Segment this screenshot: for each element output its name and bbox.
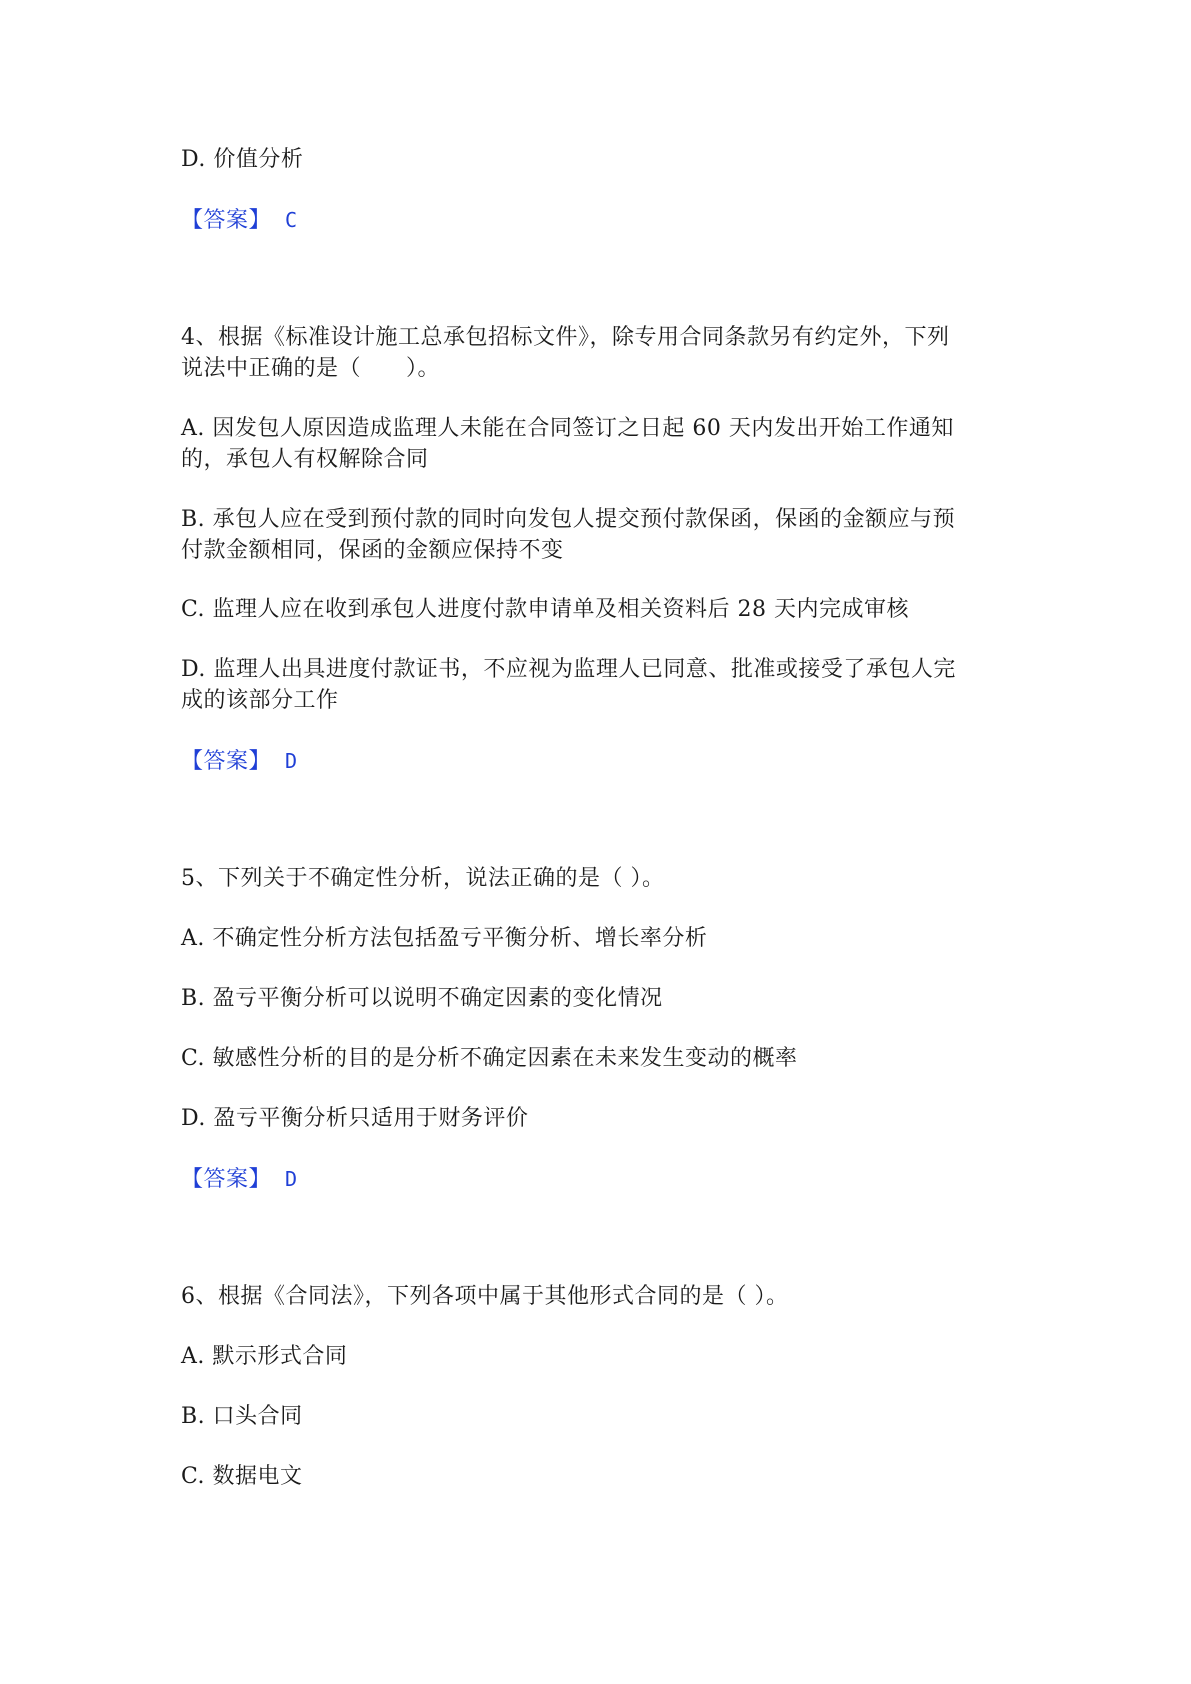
- q6-option-c: C. 数据电文: [181, 1464, 303, 1489]
- q6-option-b: B. 口头合同: [181, 1404, 303, 1429]
- q5-stem: 5、下列关于不确定性分析，说法正确的是（ ）。: [181, 866, 665, 891]
- answer-line-prev: [181, 204, 1021, 237]
- option-d-prev: D. 价值分析: [181, 147, 304, 172]
- q4-answer-line: [181, 745, 1021, 778]
- q4-option-c: C. 监理人应在收到承包人进度付款申请单及相关资料后 28 天内完成审核: [181, 597, 910, 622]
- q4-stem-line-1: 4、根据《标准设计施工总承包招标文件》，除专用合同条款另有约定外，下列: [181, 325, 950, 350]
- q4-option-b-line-2: 付款金额相同，保函的金额应保持不变: [181, 538, 564, 563]
- q4-option-d-line-2: 成的该部分工作: [181, 688, 339, 713]
- answer-label: 【答案】: [181, 749, 272, 774]
- q4-stem-line-2: 说法中正确的是（ ）。: [181, 356, 441, 381]
- q5-option-d: D. 盈亏平衡分析只适用于财务评价: [181, 1106, 529, 1131]
- q4-option-b-line-1: B. 承包人应在受到预付款的同时向发包人提交预付款保函，保函的金额应与预: [181, 507, 956, 532]
- q5-answer-line: [181, 1163, 1021, 1196]
- q5-option-b: B. 盈亏平衡分析可以说明不确定因素的变化情况: [181, 986, 663, 1011]
- q4-option-a-line-2: 的，承包人有权解除合同: [181, 447, 429, 472]
- answer-value: D: [285, 749, 298, 773]
- q4-option-d-line-1: D. 监理人出具进度付款证书，不应视为监理人已同意、批准或接受了承包人完: [181, 657, 956, 682]
- q5-option-c: C. 敏感性分析的目的是分析不确定因素在未来发生变动的概率: [181, 1046, 798, 1071]
- answer-label: 【答案】: [181, 208, 272, 233]
- answer-value: C: [285, 208, 298, 232]
- q6-option-a: A. 默示形式合同: [181, 1344, 348, 1369]
- q6-stem: 6、根据《合同法》，下列各项中属于其他形式合同的是（ ）。: [181, 1284, 789, 1309]
- answer-value: D: [285, 1167, 298, 1191]
- q5-option-a: A. 不确定性分析方法包括盈亏平衡分析、增长率分析: [181, 926, 708, 951]
- answer-label: 【答案】: [181, 1167, 272, 1192]
- q4-option-a-line-1: A. 因发包人原因造成监理人未能在合同签订之日起 60 天内发出开始工作通知: [181, 416, 954, 441]
